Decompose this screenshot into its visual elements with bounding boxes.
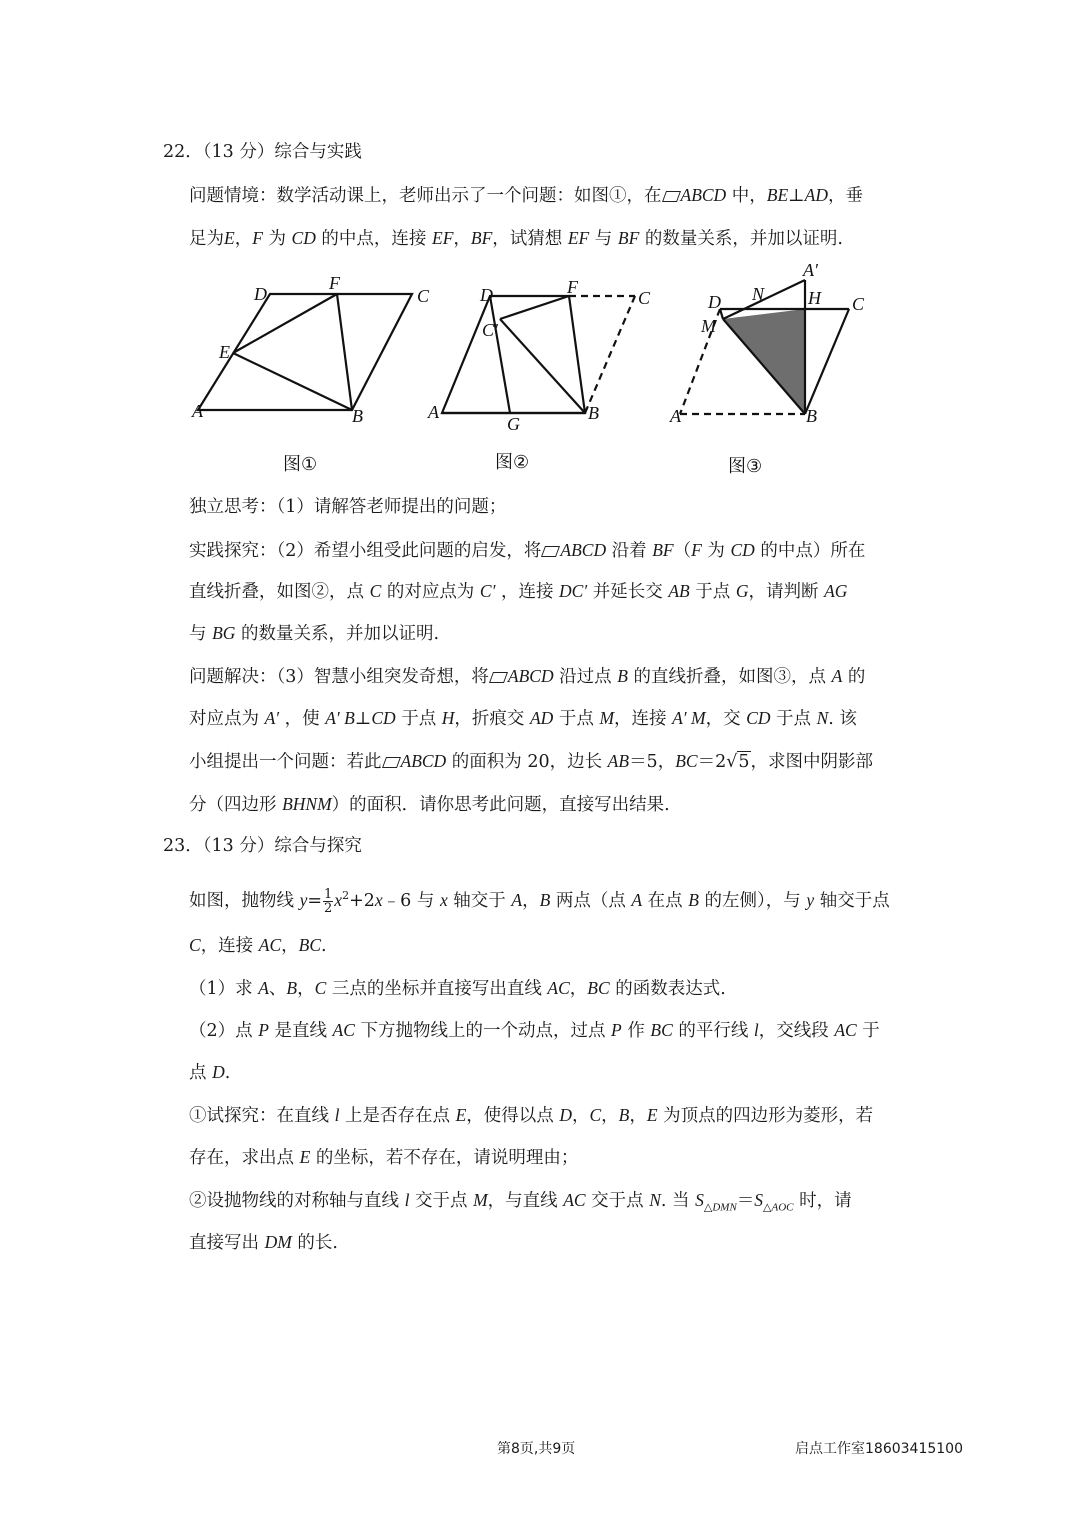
- f1-label-D: D: [254, 284, 267, 304]
- q23-heading: 23．（13 分）综合与探究: [163, 836, 362, 856]
- q23-item1-line2: 存在，求出点 E 的坐标，若不存在，请说明理由；: [189, 1147, 579, 1168]
- sqrt-expression: √5: [726, 752, 750, 772]
- q23-line2: C，连接 AC，BC.: [189, 935, 327, 956]
- q22-part3-line4: 分（四边形 BHNM）的面积．请你思考此问题，直接写出结果.: [189, 794, 670, 815]
- q22-part1: 独立思考：（1）请解答老师提出的问题；: [189, 497, 507, 517]
- q23-sub2-line1: （2）点 P 是直线 AC 下方抛物线上的一个动点，过点 P 作 BC 的平行线 l，交线段 AC 于: [189, 1020, 880, 1041]
- f1-label-C: C: [417, 286, 430, 306]
- q22-intro-line2: 足为E，F 为 CD 的中点，连接 EF，BF，试猜想 EF 与 BF 的数量关系，并加以证明.: [189, 228, 843, 249]
- f1-label-B: B: [352, 406, 363, 426]
- f2-label-Cprime: C′: [482, 320, 498, 340]
- caption-fig1: 图①: [283, 454, 318, 475]
- q22-part3-line2: 对应点为 A′ ，使 A′ B⊥CD 于点 H，折痕交 AD 于点 M，连接 A′ M，交 CD 于点 N. 该: [189, 708, 857, 729]
- f2-label-G: G: [507, 414, 520, 434]
- f3-label-D: D: [708, 292, 721, 312]
- parallelogram-symbol: [661, 191, 680, 202]
- figure-1: [198, 294, 412, 410]
- q22-part3-line1: 问题解决：（3）智慧小组突发奇想，将 ABCD 沿过点 B 的直线折叠，如图③，点 A 的: [189, 666, 866, 687]
- parallelogram-symbol: [541, 546, 560, 557]
- geometry-figures: [180, 262, 900, 487]
- q23-sub1: （1）求 A、B，C 三点的坐标并直接写出直线 AC，BC 的函数表达式.: [189, 978, 726, 999]
- figure-2: [442, 296, 635, 413]
- caption-fig3: 图③: [728, 456, 763, 477]
- f3-label-C: C: [852, 294, 865, 314]
- f2-label-C: C: [638, 288, 651, 308]
- caption-fig2: 图②: [495, 452, 530, 473]
- f1-label-E: E: [219, 342, 230, 362]
- studio-contact: 启点工作室18603415100: [795, 1441, 963, 1457]
- q23-item2-line1: ②设抛物线的对称轴与直线 l 交于点 M，与直线 AC 交于点 N. 当 $S_{\triangle DMN}=S_{\triangle AOC}$ 时，请: [189, 1190, 852, 1214]
- f1-label-F: F: [329, 273, 340, 293]
- f2-label-F: F: [567, 277, 578, 297]
- page-number: 第8页,共9页: [497, 1441, 576, 1457]
- q22-part2-line3: 与 BG 的数量关系，并加以证明.: [189, 623, 440, 644]
- q22-part2-line1: 实践探究：（2）希望小组受此问题的启发，将 ABCD 沿着 BF（F 为 CD 的中点）所在: [189, 540, 866, 561]
- q23-item1-line1: ①试探究：在直线 l 上是否存在点 E，使得以点 D，C，B，E 为顶点的四边形为菱形，若: [189, 1105, 874, 1126]
- f3-label-N: N: [752, 284, 765, 304]
- parallelogram-symbol: [489, 672, 508, 683]
- f2-label-D: D: [480, 285, 493, 305]
- f3-label-B: B: [806, 406, 817, 426]
- q22-part3-line3: 小组提出一个问题：若此 ABCD 的面积为 20，边长 AB＝5，BC＝2√5，求图中阴影部: [189, 751, 874, 772]
- f1-label-A: A: [192, 401, 203, 421]
- f2-label-B: B: [588, 403, 599, 423]
- parallelogram-symbol: [381, 757, 400, 768]
- f3-label-A: A: [670, 406, 681, 426]
- f3-label-H: H: [808, 288, 821, 308]
- q22-heading: 22．（13 分）综合与实践: [163, 142, 362, 162]
- figure-3: [680, 280, 849, 414]
- q23-sub2-line2: 点 D.: [189, 1062, 231, 1083]
- f2-label-A: A: [428, 402, 439, 422]
- q23-line1: 如图，抛物线 y= $\frac{1}{2}$ $x^2+2x﹣6$ 与 x 轴交于 A，B 两点（点 A 在点 B 的左侧），与 y 轴交于点: [189, 886, 890, 916]
- fraction-one-half: $\frac{1}{2}$: [324, 886, 333, 916]
- f3-label-M: M: [701, 316, 716, 336]
- q23-item2-line2: 直接写出 DM 的长.: [189, 1232, 338, 1253]
- q22-intro-line1: 问题情境：数学活动课上，老师出示了一个问题：如图①，在 ABCD 中，BE⊥AD，垂: [189, 185, 863, 206]
- q22-part2-line2: 直线折叠，如图②，点 C 的对应点为 C′ ，连接 DC′ 并延长交 AB 于点 G，请判断 AG: [189, 581, 848, 602]
- f3-label-Aprime: A′: [803, 262, 818, 280]
